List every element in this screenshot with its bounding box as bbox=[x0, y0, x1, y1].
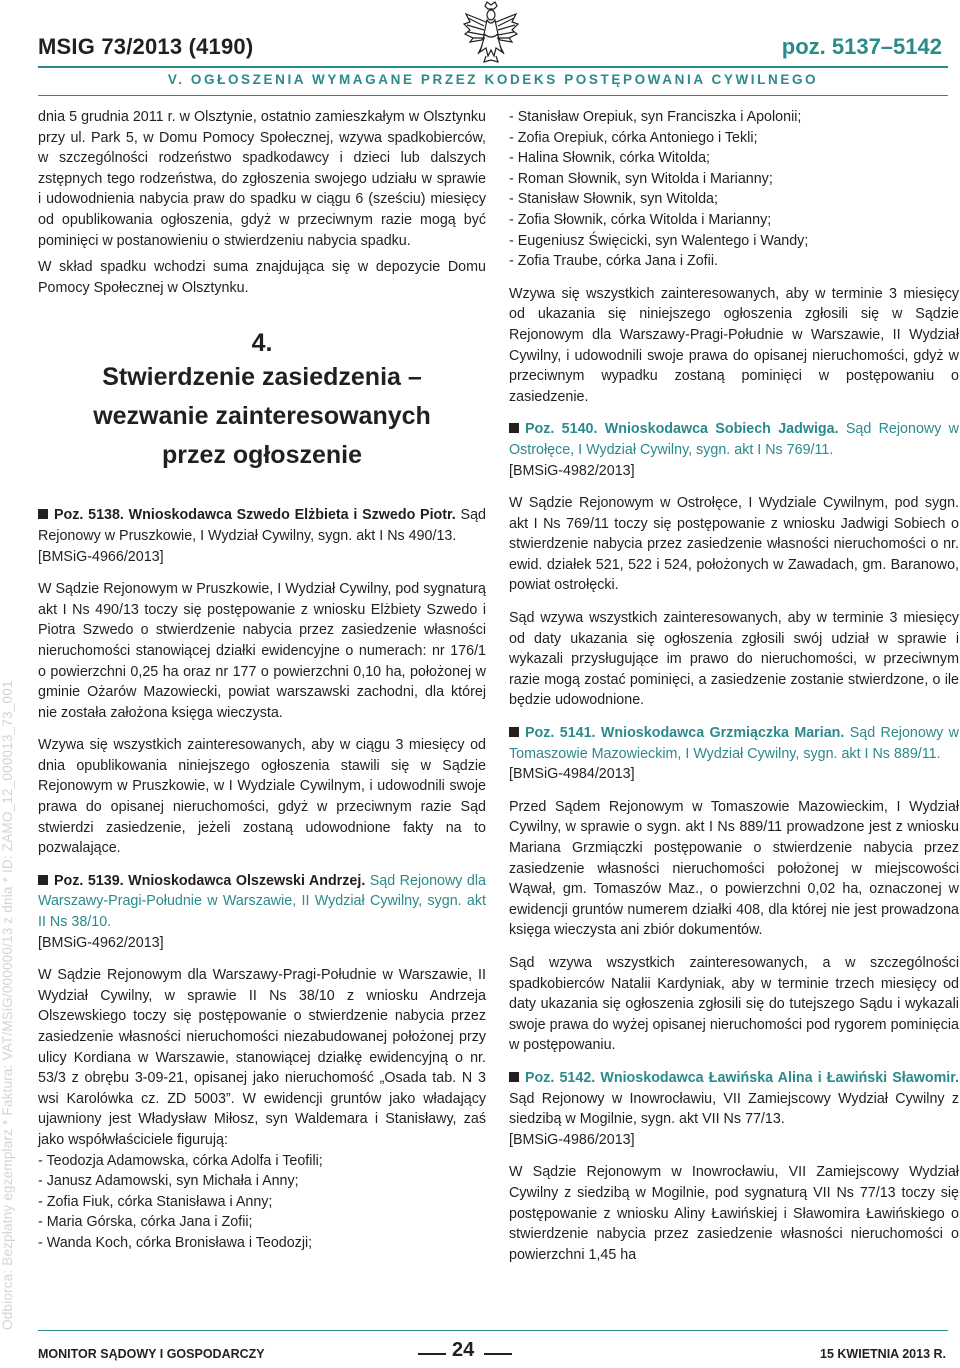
list-item: - Zofia Słownik, córka Witolda i Marianny; bbox=[509, 211, 772, 228]
entry-header bbox=[509, 419, 959, 460]
entry-court: Sąd Rejonowy w Inowrocławiu, VII Zamiejscowy Wydział Cywilny z siedzibą w Mogilnie, sygn. akt VII Ns 77/13. bbox=[509, 1090, 959, 1128]
section-heading: V. OGŁOSZENIA WYMAGANE PRZEZ KODEKS POSTĘPOWANIA CYWILNEGO bbox=[167, 72, 819, 87]
list-item: - Maria Górska, córka Jana i Zofii; bbox=[38, 1214, 253, 1231]
chapter-title-line-1: Stwierdzenie zasiedzenia – bbox=[102, 363, 422, 392]
header-divider bbox=[38, 66, 948, 68]
intro-estate-note: W skład spadku wchodzi suma znajdująca się w depozycie Domu Pomocy Społecznej w Olsztynku. bbox=[38, 259, 486, 296]
entry-reference: [BMSiG-4982/2013] bbox=[509, 462, 635, 479]
list-item: - Janusz Adamowski, syn Michała i Anny; bbox=[38, 1173, 299, 1190]
issue-number: MSIG 73/2013 (4190) bbox=[38, 34, 254, 59]
publication-name: MONITOR SĄDOWY I GOSPODARCZY bbox=[38, 1347, 265, 1361]
entry-title: Poz. 5139. Wnioskodawca Olszewski Andrzej. bbox=[54, 872, 366, 889]
entry-paragraph: Sąd wzywa wszystkich zainteresowanych, aby w terminie 3 miesięcy od daty ukazania się ogłoszenia zgłosili swój udział w sprawie i wykazali przysługujące im prawo do nieruchomości, w przeciwnym razie mogą zostać pominięci, a zasiedzenie zostanie stwierdzone, o ile będzie udowodnione. bbox=[509, 610, 959, 709]
co-owner-list bbox=[38, 1151, 486, 1254]
entry-header bbox=[38, 505, 486, 546]
chapter-number: 4. bbox=[251, 329, 273, 358]
list-item: - Zofia Fiuk, córka Stanisława i Anny; bbox=[38, 1193, 273, 1210]
entry-paragraph: W Sądzie Rejonowym w Ostrołęce, I Wydziale Cywilnym, pod sygn. akt I Ns 769/11 toczy się postępowanie z wniosku Jadwigi Sobiech o stwierdzenie nabycia przez zasiedzenie własności nieruchomości o nr. ewid. działek 521, 522 i 524, położonych w Zawadach, gm. Baranowo, powiat ostrołęcki. bbox=[509, 495, 959, 594]
list-item: - Teodozja Adamowska, córka Adolfa i Teofili; bbox=[38, 1152, 323, 1169]
page-dash-right bbox=[484, 1353, 512, 1355]
entry-5140 bbox=[509, 419, 959, 711]
section-divider bbox=[38, 95, 948, 96]
entry-title: Poz. 5140. Wnioskodawca Sobiech Jadwiga. bbox=[525, 421, 839, 438]
entry-paragraph: W Sądzie Rejonowym w Inowrocławiu, VII Zamiejscowy Wydział Cywilny z siedzibą w Mogilnie, pod sygnaturą VII Ns 77/13 toczy się postępowanie z wniosku Aliny Ławińskiej i Sławomira Ławińskiego o stwierdzenie nabycia przez zasiedzenie własności nieruchomości o powierzchni 1,45 ha bbox=[509, 1164, 959, 1263]
entry-reference: [BMSiG-4962/2013] bbox=[38, 934, 164, 951]
list-item: - Stanisław Słownik, syn Witolda; bbox=[509, 191, 718, 208]
entry-paragraph: W Sądzie Rejonowym dla Warszawy-Pragi-Południe w Warszawie, II Wydział Cywilny, w sprawie II Ns 38/10 z wniosku Andrzeja Olszewskiego toczy się postępowanie o stwierdzenie nabycia przez zasiedzenie własności nieruchomości niezabudowanej położonej przy ulicy Kordiana w Warszawie, stanowiącej działkę ewidencyjną o nr. 53/3 z obrębu 3-09-21, opisanej jako nieruchomość „Osada tab. N 3 wsi Karolówka cz. ZD 5003”. W ewidencji gruntów jako władający ujawniony jest Władysław Miłosz, syn Waldemara i Stanisławy, zaś jako współwłaściciele figurują: bbox=[38, 967, 486, 1148]
entry-court: Sąd Rejonowy dla Warszawy-Pragi-Południe w Warszawie, II Wydział Cywilny, sygn. akt II Ns 38/10. bbox=[38, 872, 486, 931]
bullet-square-icon bbox=[38, 875, 48, 885]
entry-5139 bbox=[38, 871, 486, 1254]
page-dash-left bbox=[418, 1353, 446, 1355]
bullet-square-icon bbox=[509, 727, 519, 737]
list-item: - Roman Słownik, syn Witolda i Marianny; bbox=[509, 170, 773, 187]
bullet-square-icon bbox=[509, 1072, 519, 1082]
entry-reference: [BMSiG-4986/2013] bbox=[509, 1131, 635, 1148]
entry-title: Poz. 5142. Wnioskodawca Ławińska Alina i Ławiński Sławomir. bbox=[525, 1069, 959, 1086]
page-number: 24 bbox=[452, 1339, 475, 1361]
entry-court: Sąd Rejonowy w Pruszkowie, I Wydział Cywilny, sygn. akt I Ns 490/13. bbox=[38, 507, 486, 544]
bullet-square-icon bbox=[509, 423, 519, 433]
entry-header bbox=[509, 1068, 959, 1130]
entry-title: Poz. 5138. Wnioskodawca Szwedo Elżbieta i Szwedo Piotr. bbox=[54, 507, 456, 524]
entry-paragraph: Przed Sądem Rejonowym w Tomaszowie Mazowieckim, I Wydział Cywilny, w sprawie o sygn. akt I Ns 889/11 prowadzone jest z wniosku Mariana Grzmiączki postępowanie o stwierdzenie nabycia przez zasiedzenie własności nieruchomości położonej w miejscowości Wąwał, gm. Tomaszów Maz., o powierzchni 0,02 ha, oznaczonej w ewidencji gruntów numerem działki 408, dla której nie jest prowadzona księga wieczysta ani zbiór dokumentów. bbox=[509, 798, 959, 939]
chapter-title-line-2: wezwanie zainteresowanych bbox=[93, 402, 431, 431]
entry-paragraph: Wzywa się wszystkich zainteresowanych, aby w ciągu 3 miesięcy od dnia opublikowania niniejszego ogłoszenia stawili się w Sądzie Rejonowym w Pruszkowie, w I Wydziale Cywilnym, i udowodnili swoje prawa do opisanej nieruchomości, gdyż w przeciwnym razie Sąd stwierdzi zasiedzenie, jeżeli zostaną udowodnione fakty na to pozwalające. bbox=[38, 737, 486, 857]
entry-paragraph: Sąd wzywa wszystkich zainteresowanych, a w szczególności spadkobierców Natalii Kardyniak, aby w terminie trzech miesięcy od daty ukazania się ogłoszenia zgłosili się do tutejszego Sądu i wykazali swoje prawa do wyżej opisanej nieruchomości pod rygorem pominięcia w postępowaniu. bbox=[509, 954, 959, 1054]
co-owner-list-continued bbox=[509, 107, 959, 272]
entry-header bbox=[509, 723, 959, 764]
entry-reference: [BMSiG-4966/2013] bbox=[38, 548, 164, 565]
eagle-emblem-icon bbox=[460, 0, 522, 72]
list-item: - Stanisław Orepiuk, syn Franciszka i Apolonii; bbox=[509, 109, 802, 125]
right-column bbox=[509, 107, 959, 1265]
publication-date: 15 KWIETNIA 2013 R. bbox=[820, 1347, 946, 1361]
bullet-square-icon bbox=[38, 509, 48, 519]
list-item: - Halina Słownik, córka Witolda; bbox=[509, 150, 711, 167]
chapter-title-line-3: przez ogłoszenie bbox=[161, 441, 363, 470]
list-item: - Zofia Traube, córka Jana i Zofii. bbox=[509, 253, 718, 270]
entry-5138 bbox=[38, 505, 486, 859]
entry-court: Sąd Rejonowy w Tomaszowie Mazowieckim, I Wydział Cywilny, sygn. akt I Ns 889/11. bbox=[509, 725, 959, 762]
intro-paragraph: dnia 5 grudnia 2011 r. w Olsztynie, ostatnio zamieszkałym w Olsztynku przy ul. Park 5, w Domu Pomocy Społecznej, wzywa spadkobierców, w szczególności rodzeństwo spadkodawcy i dzieci lub dalszych zstępnych tego rodzeństwa, do zgłoszenia swojego udziału w sprawie i udowodnienia nabycia praw do spadku w ciągu 6 (sześciu) miesięcy od opublikowania ogłoszenia, gdyż w przeciwnym razie mogą być pominięci w postanowieniu o stwierdzeniu nabycia spadku. bbox=[38, 109, 486, 249]
list-item: - Wanda Koch, córka Bronisława i Teodozji; bbox=[38, 1234, 313, 1251]
call-paragraph: Wzywa się wszystkich zainteresowanych, aby w terminie 3 miesięcy od ukazania się niniejszego ogłoszenia zgłosili się w Sądzie Rejonowym dla Warszawy-Pragi-Południe w Warszawie, II Wydział Cywilny, i udowodnili swoje prawa do opisanej nieruchomości, gdyż w przeciwnym wypadku zostaną pominięci w postępowaniu o zasiedzenie. bbox=[509, 285, 959, 405]
footer-divider bbox=[38, 1330, 948, 1331]
entry-5142 bbox=[509, 1068, 959, 1265]
entry-court: Sąd Rejonowy w Ostrołęce, I Wydział Cywilny, sygn. akt I Ns 769/11. bbox=[509, 421, 959, 458]
entry-header bbox=[38, 871, 486, 933]
entry-paragraph: W Sądzie Rejonowym w Pruszkowie, I Wydział Cywilny, pod sygnaturą akt I Ns 490/13 toczy się postępowanie z wniosku Elżbiety Szwedo i Piotra Szwedo o stwierdzenie nabycia przez zasiedzenie własności nieruchomości stanowiącej działki ewidencyjne o numerach: nr 176/1 o powierzchni 0,25 ha oraz nr 177 o powierzchni 0,10 ha, położonej w gminie Ożarów Mazowiecki, powiat warszawski zachodni, dla której nie została założona księga wieczysta. bbox=[38, 581, 486, 721]
recipient-watermark: Odbiorca: Bezpłatny egzemplarz * Faktura: VAT/MSiG/000000/13 z dnia * ID: ZAMO_12_000013_73_001 bbox=[0, 680, 15, 1330]
left-column bbox=[38, 107, 486, 1254]
list-item: - Zofia Orepiuk, córka Antoniego i Tekli; bbox=[509, 129, 758, 146]
entry-reference: [BMSiG-4984/2013] bbox=[509, 766, 635, 783]
position-range: poz. 5137–5142 bbox=[781, 34, 942, 59]
entry-title: Poz. 5141. Wnioskodawca Grzmiączka Marian. bbox=[525, 725, 845, 742]
entry-5141 bbox=[509, 723, 959, 1056]
list-item: - Eugeniusz Święcicki, syn Walentego i Wandy; bbox=[509, 232, 809, 249]
chapter-heading bbox=[38, 328, 486, 475]
